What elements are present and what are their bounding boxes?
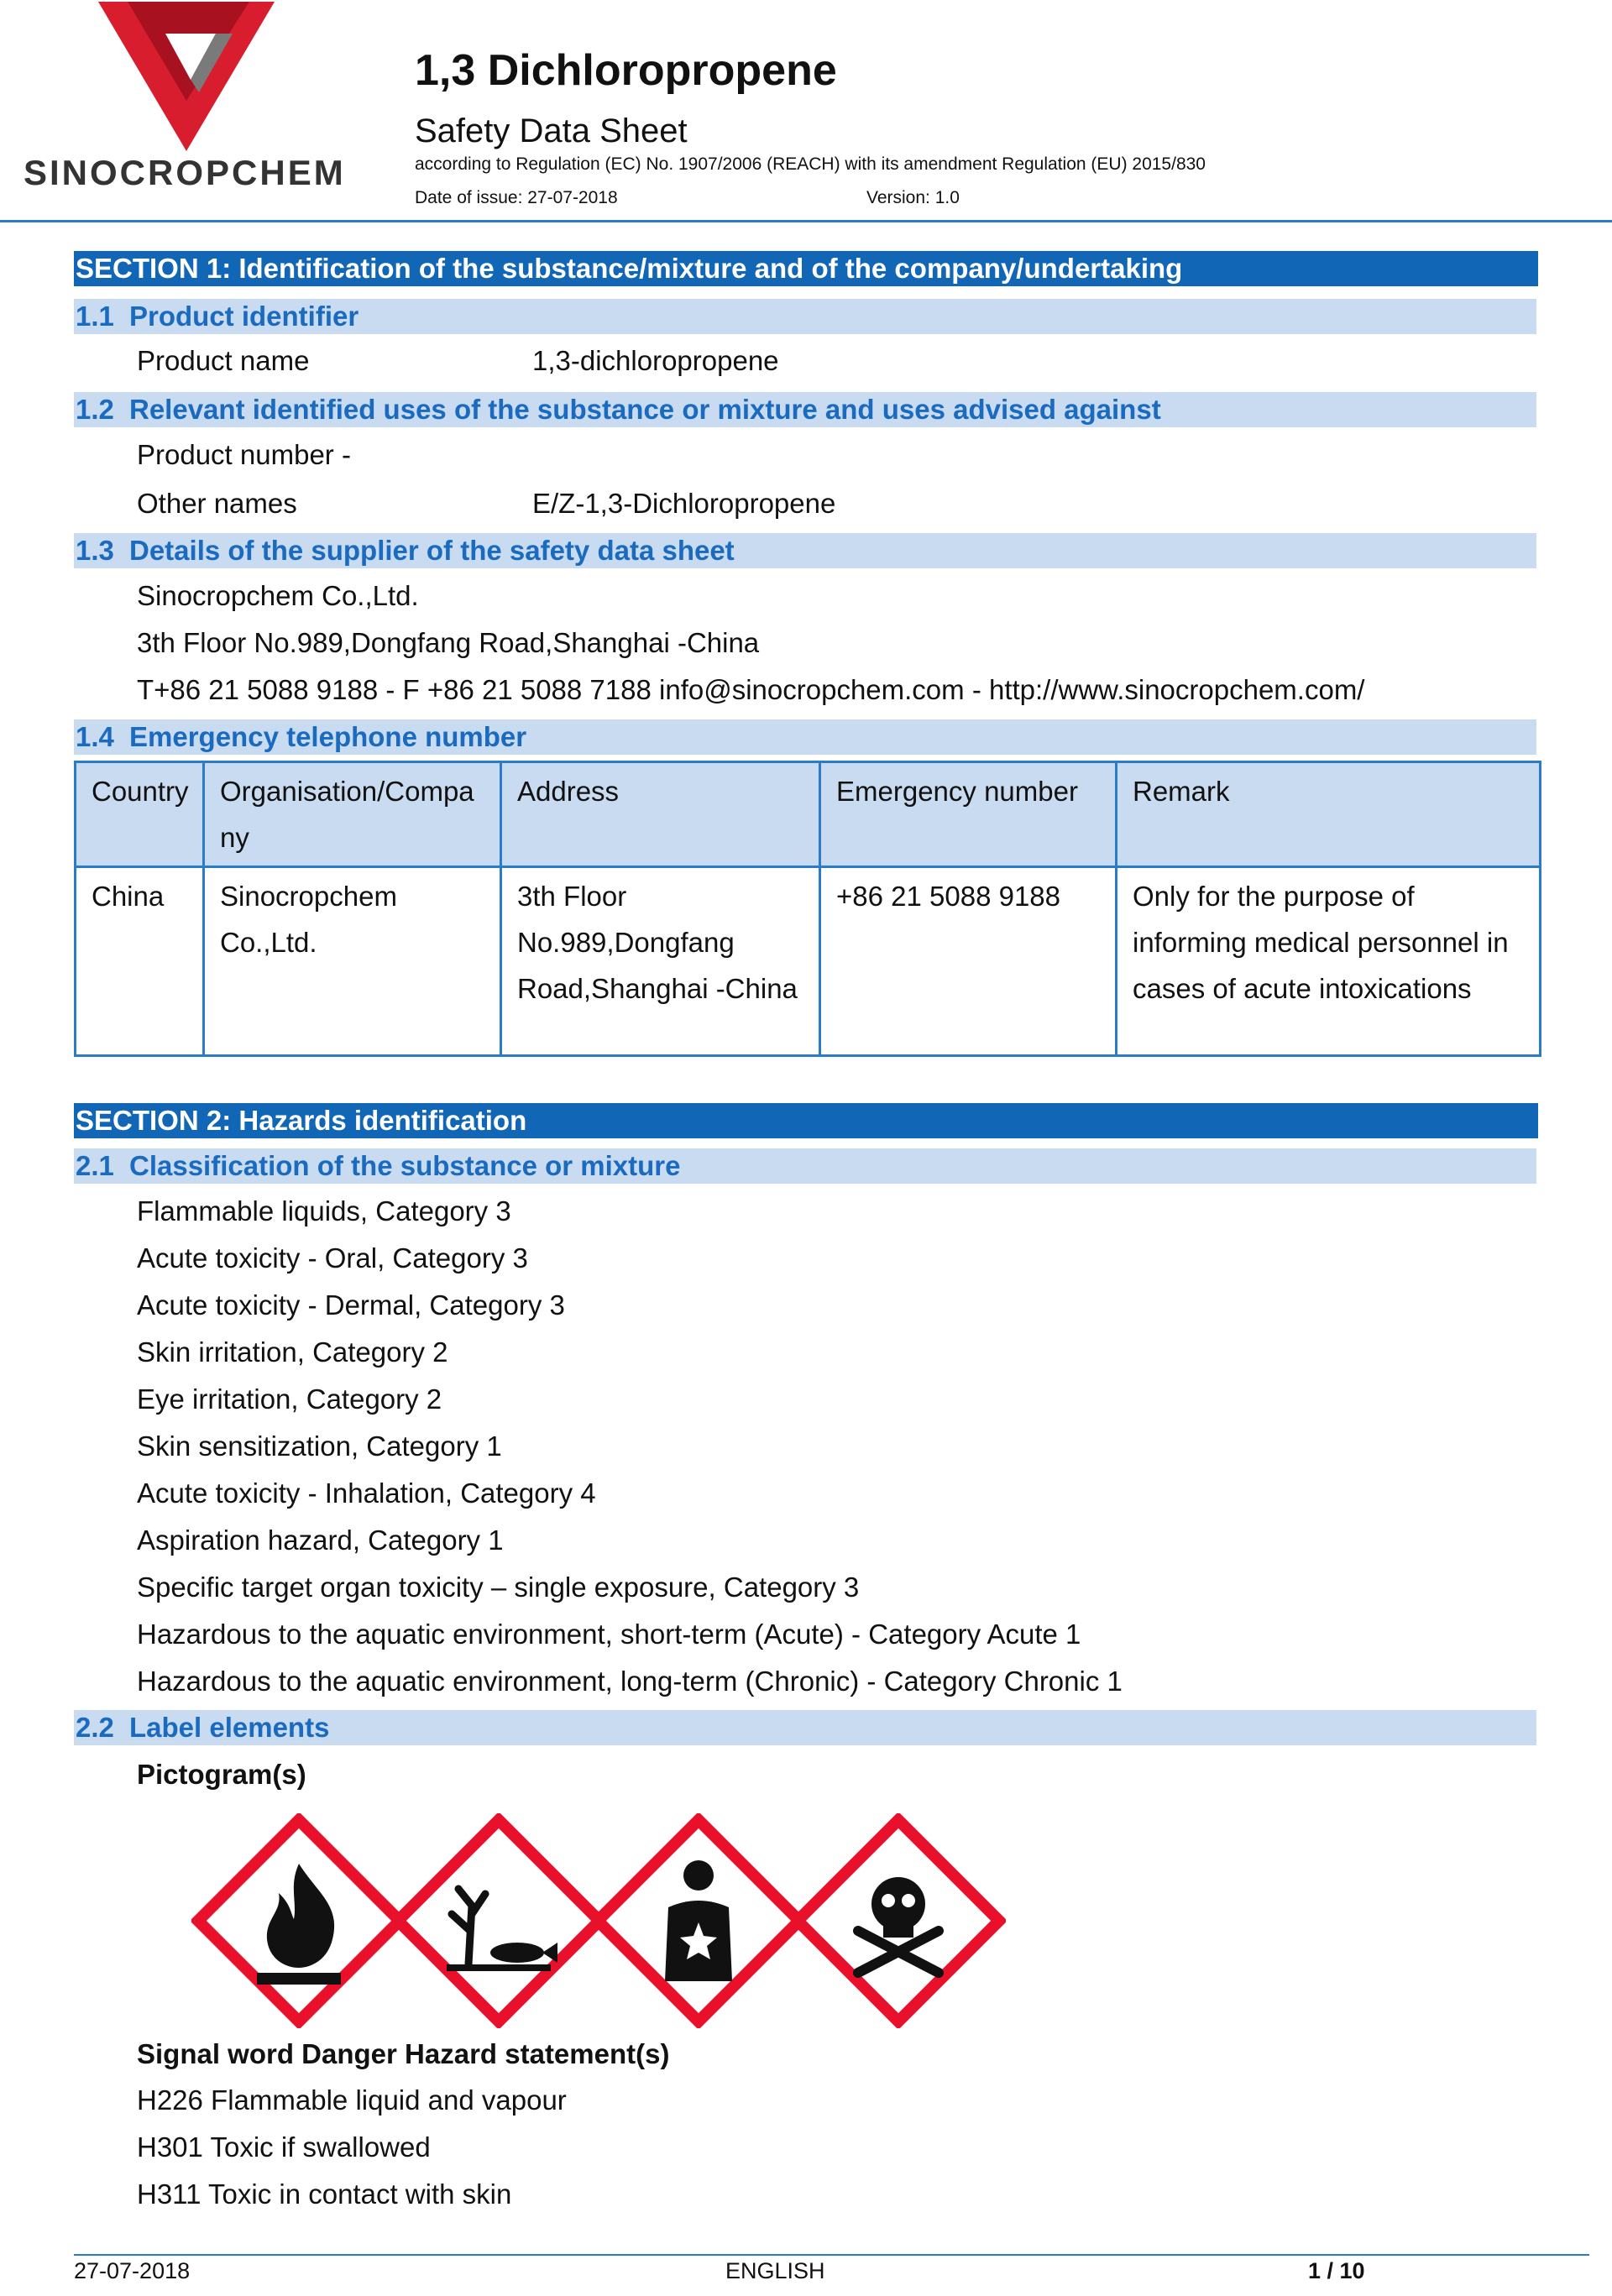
page-title: 1,3 Dichloropropene [415,46,837,95]
subsection-number: 1.4 [76,721,114,752]
list-item: Acute toxicity - Inhalation, Category 4 [137,1477,596,1509]
environment-pictogram [391,1813,606,2028]
list-item: Acute toxicity - Dermal, Category 3 [137,1289,565,1321]
list-item: Aspiration hazard, Category 1 [137,1525,504,1556]
section-1-heading: SECTION 1: Identification of the substance/mixture and of the company/undertaking [74,251,1538,286]
skull-crossbones-pictogram [791,1813,1006,2028]
section-2-heading: SECTION 2: Hazards identification [74,1103,1538,1138]
page-subtitle: Safety Data Sheet [415,112,688,149]
subsection-number: 1.2 [76,394,114,425]
column-header-organisation: Organisation/Compa ny [204,762,501,867]
footer-date: 27-07-2018 [74,2258,191,2283]
supplier-contact: T+86 21 5088 9188 - F +86 21 5088 7188 info@sinocropchem.com - http://www.sinocropchem.com/ [137,674,1365,705]
product-name-value: 1,3-dichloropropene [532,345,779,376]
list-item: Hazardous to the aquatic environment, long-term (Chronic) - Category Chronic 1 [137,1666,1123,1697]
issue-date: Date of issue: 27-07-2018 [415,188,618,207]
environment-icon [391,1813,606,2028]
subsection-title: Details of the supplier of the safety data sheet [129,535,735,566]
list-item: Eye irritation, Category 2 [137,1383,442,1415]
table-header-row [76,762,1541,867]
subsection-title: Relevant identified uses of the substance or mixture and uses advised against [129,394,1161,425]
list-item: Skin irritation, Category 2 [137,1336,448,1368]
header-divider [0,220,1612,222]
logo-text: SINOCROPCHEM [24,153,346,192]
health-hazard-icon [591,1813,806,2028]
column-header-address: Address [501,762,820,867]
emergency-contacts-table [74,761,1541,1057]
subsection-2-2-heading [74,1710,1536,1745]
product-number: Product number - [137,439,351,470]
health-hazard-pictogram [591,1813,806,2028]
flame-icon [191,1813,406,2028]
table-row [76,867,1541,1056]
version: Version: 1.0 [866,188,960,207]
hazard-statement: H226 Flammable liquid and vapour [137,2084,567,2116]
hazard-statement: H301 Toxic if swallowed [137,2131,431,2163]
subsection-number: 2.2 [76,1712,114,1743]
subsection-1-1-heading [74,299,1536,334]
footer-language: ENGLISH [725,2258,825,2283]
column-header-remark: Remark [1117,762,1541,867]
subsection-title: Emergency telephone number [129,721,527,752]
page-number: 1 / 10 [1308,2258,1365,2283]
signal-word-heading: Signal word Danger Hazard statement(s) [137,2038,670,2069]
subsection-1-2-heading [74,392,1536,427]
flame-pictogram [191,1813,406,2028]
cell-address: 3th Floor No.989,Dongfang Road,Shanghai -China [501,867,820,1056]
subsection-number: 1.3 [76,535,114,566]
subsection-number: 2.1 [76,1150,114,1181]
logo-mark-icon [18,0,363,151]
skull-crossbones-icon [791,1813,1006,2028]
regulation-note: according to Regulation (EC) No. 1907/2006 (REACH) with its amendment Regulation (EU) 2015/830 [415,154,1206,174]
list-item: Skin sensitization, Category 1 [137,1430,502,1462]
subsection-title: Classification of the substance or mixture [129,1150,681,1181]
cell-organisation: Sinocropchem Co.,Ltd. [204,867,501,1056]
cell-country: China [76,867,204,1056]
list-item: Flammable liquids, Category 3 [137,1195,511,1226]
subsection-1-3-heading [74,533,1536,568]
pictogram-heading: Pictogram(s) [137,1759,306,1790]
subsection-number: 1.1 [76,301,114,332]
column-header-country: Country [76,762,204,867]
product-name-label: Product name [137,345,310,376]
supplier-address: 3th Floor No.989,Dongfang Road,Shanghai -China [137,627,760,658]
list-item: Acute toxicity - Oral, Category 3 [137,1242,528,1274]
column-header-emergency-number: Emergency number [820,762,1117,867]
subsection-title: Product identifier [129,301,359,332]
supplier-name: Sinocropchem Co.,Ltd. [137,580,419,611]
other-names-value: E/Z-1,3-Dichloropropene [532,488,836,519]
subsection-title: Label elements [129,1712,330,1743]
other-names-label: Other names [137,488,297,519]
cell-emergency-number: +86 21 5088 9188 [820,867,1117,1056]
hazard-statement: H311 Toxic in contact with skin [137,2178,512,2210]
cell-remark: Only for the purpose of informing medical personnel in cases of acute intoxications [1117,867,1541,1056]
list-item: Specific target organ toxicity – single exposure, Category 3 [137,1572,860,1603]
subsection-1-4-heading [74,719,1536,755]
list-item: Hazardous to the aquatic environment, short-term (Acute) - Category Acute 1 [137,1619,1081,1650]
footer-divider [74,2254,1589,2256]
subsection-2-1-heading [74,1148,1536,1184]
